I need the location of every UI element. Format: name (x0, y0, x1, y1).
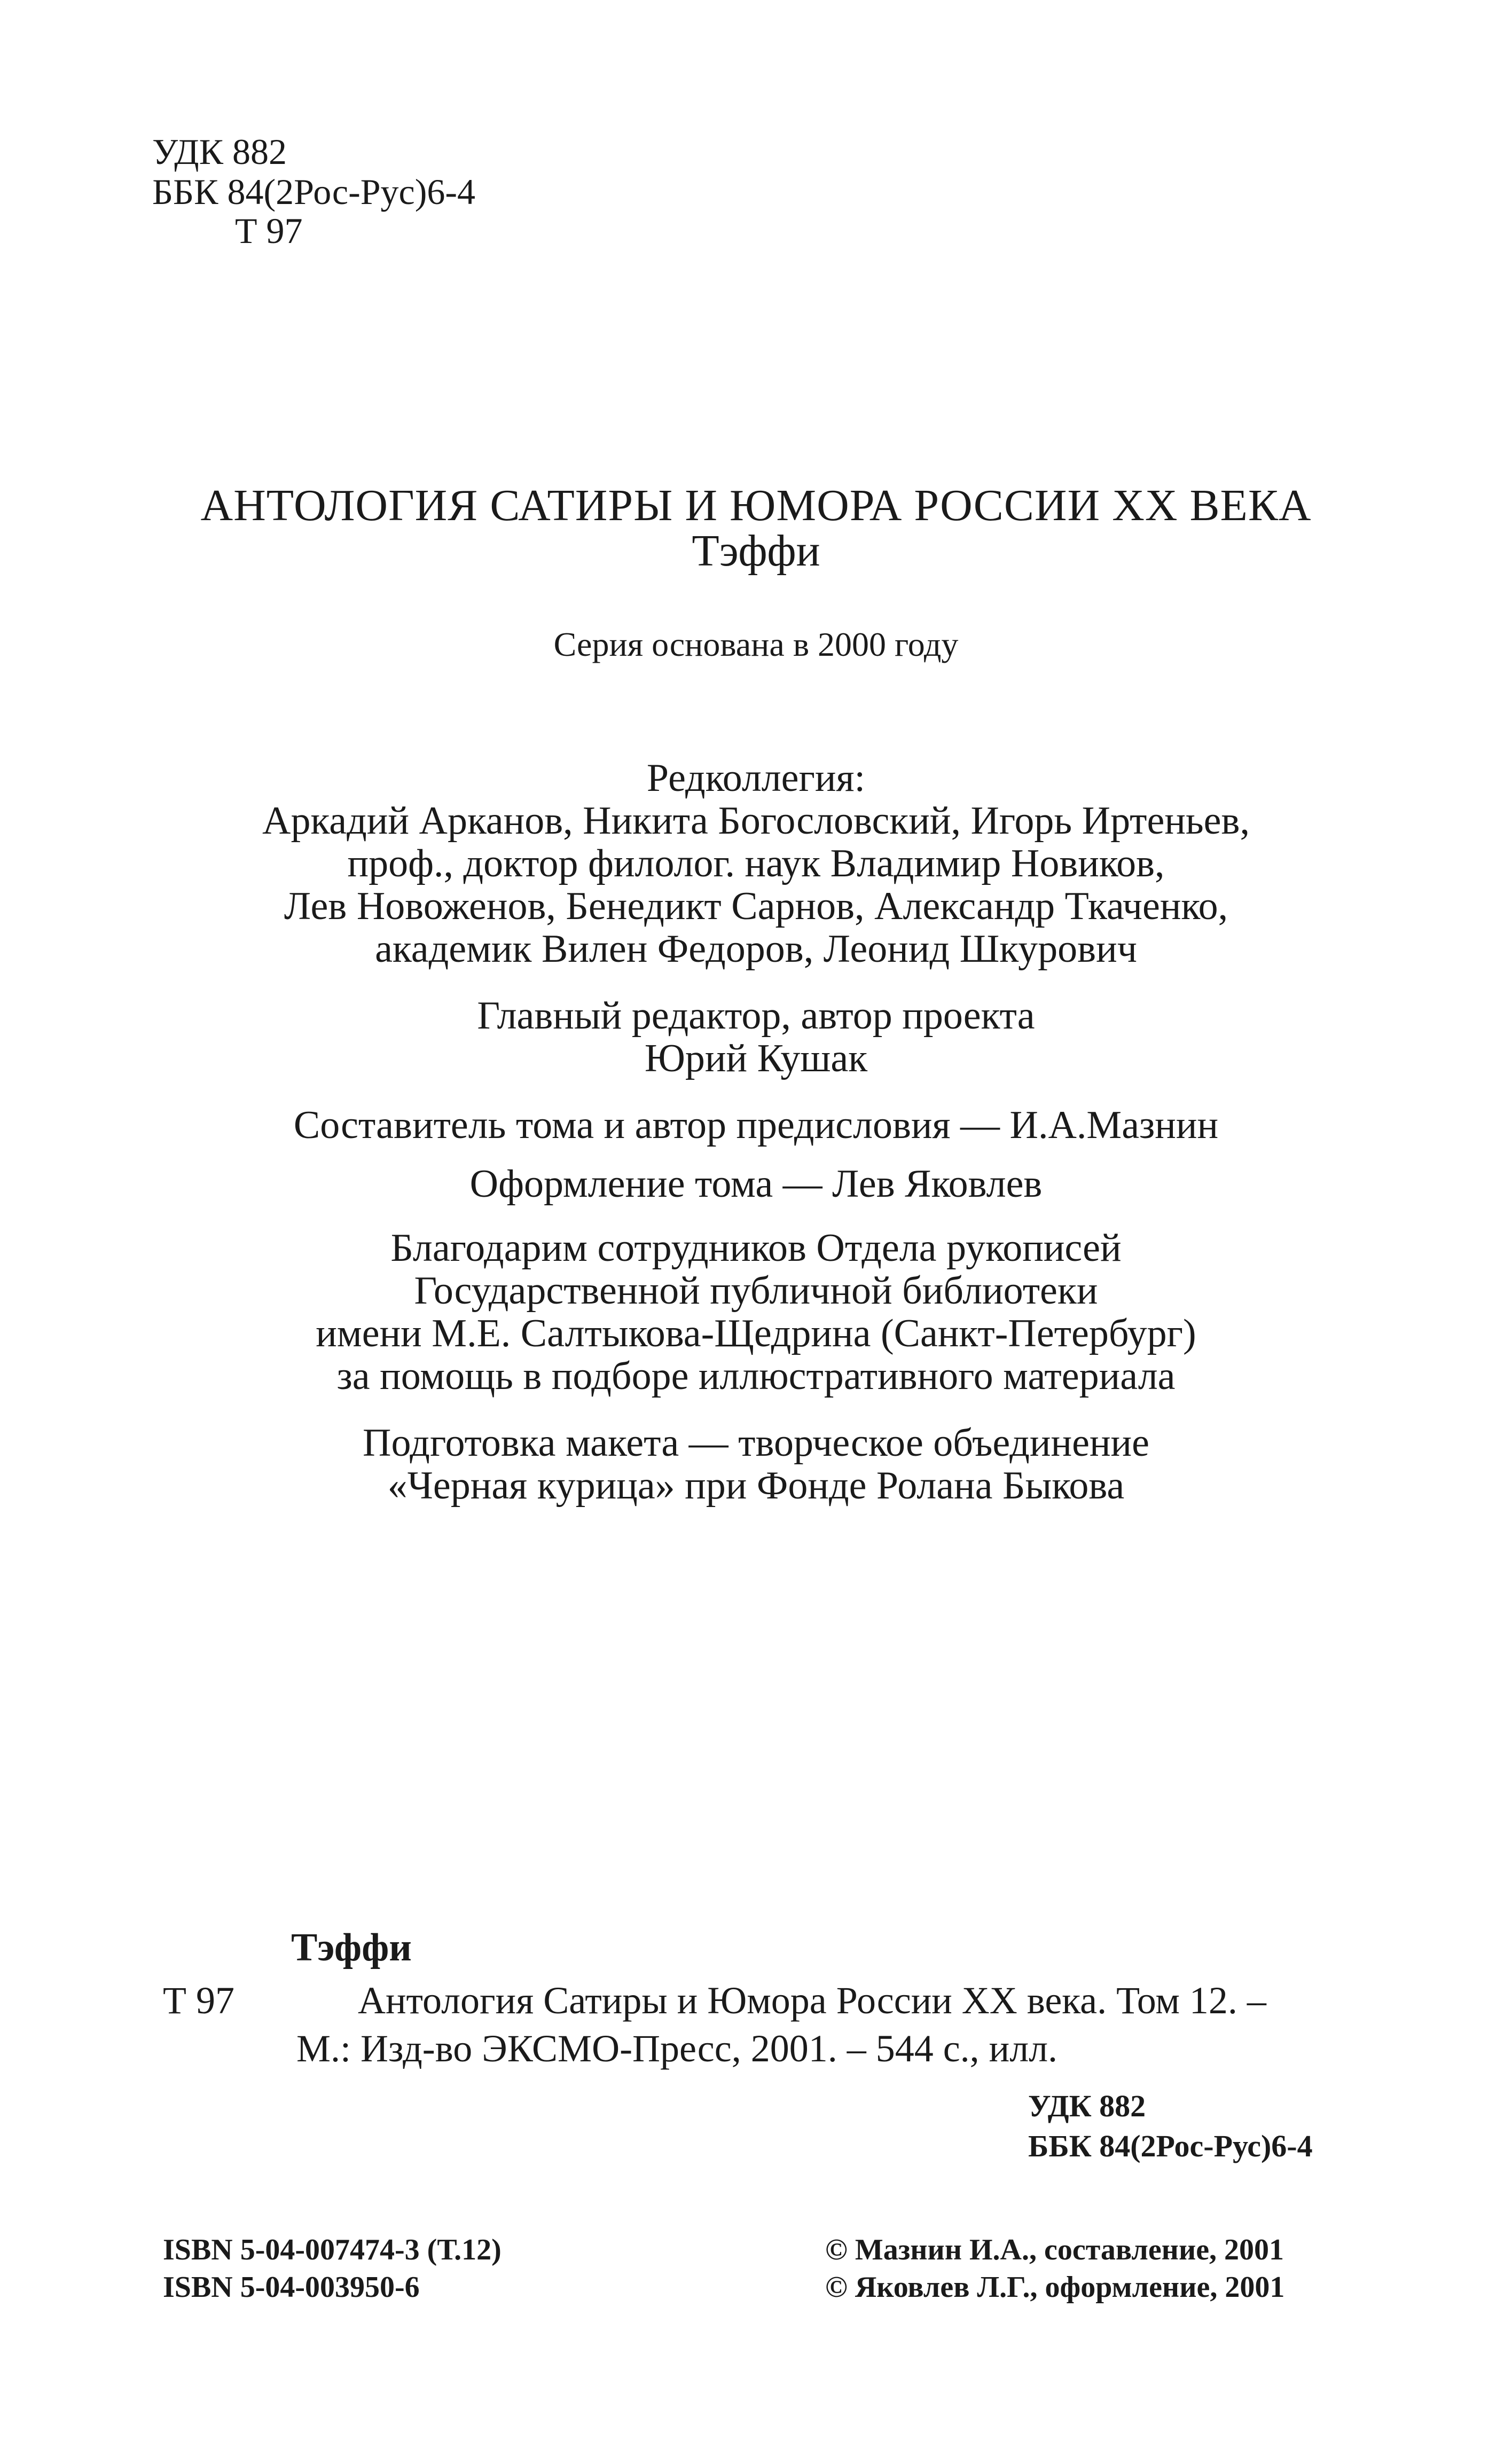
card-description-line: М.: Изд-во ЭКСМО-Пресс, 2001. – 544 с., илл. (296, 2027, 1058, 2070)
editorial-board-line: Аркадий Арканов, Никита Богословский, Игорь Иртеньев, (262, 799, 1250, 843)
acknowledgement-line: за помощь в подборе иллюстративного материала (336, 1354, 1176, 1398)
bbk-code-bottom: ББК 84(2Рос-Рус)6-4 (1028, 2129, 1313, 2163)
acknowledgement-line: имени М.Е. Салтыкова-Щедрина (Санкт-Петербург) (316, 1312, 1196, 1355)
editorial-board-line: академик Вилен Федоров, Леонид Шкурович (375, 927, 1137, 971)
card-description-line: Антология Сатиры и Юмора России XX века. Том 12. – (358, 1979, 1266, 2022)
bbk-code-top: ББК 84(2Рос-Рус)6-4 (152, 171, 476, 212)
copyright-line: © Мазнин И.А., составление, 2001 (825, 2233, 1284, 2266)
udk-code-top: УДК 882 (152, 131, 287, 172)
author-mark-top: Т 97 (235, 210, 303, 251)
chief-editor-name: Юрий Кушак (644, 1037, 868, 1080)
editorial-board-heading: Редколлегия: (646, 756, 866, 800)
copyright-line: © Яковлев Л.Г., оформление, 2001 (825, 2271, 1285, 2304)
acknowledgement-line: Благодарим сотрудников Отдела рукописей (390, 1226, 1122, 1270)
chief-editor-heading: Главный редактор, автор проекта (477, 994, 1035, 1038)
editorial-board-line: проф., доктор филолог. наук Владимир Новиков, (347, 842, 1165, 885)
design-credit: Оформление тома — Лев Яковлев (469, 1162, 1043, 1206)
layout-preparation-line: Подготовка макета — творческое объединение (363, 1421, 1149, 1465)
series-founded-note: Серия основана в 2000 году (553, 625, 959, 663)
isbn-line: ISBN 5-04-007474-3 (Т.12) (163, 2233, 502, 2266)
udk-code-bottom: УДК 882 (1028, 2089, 1146, 2123)
card-author: Тэффи (291, 1926, 412, 1969)
series-title: АНТОЛОГИЯ САТИРЫ И ЮМОРА РОССИИ XX ВЕКА (200, 481, 1312, 530)
compiler-credit: Составитель тома и автор предисловия — И.А.Мазнин (293, 1103, 1219, 1147)
acknowledgement-line: Государственной публичной библиотеки (414, 1269, 1098, 1313)
editorial-board-line: Лев Новоженов, Бенедикт Сарнов, Александр Ткаченко, (284, 884, 1228, 928)
layout-preparation-line: «Черная курица» при Фонде Ролана Быкова (387, 1464, 1125, 1508)
card-author-mark: Т 97 (163, 1979, 234, 2022)
author-name: Тэффи (692, 526, 820, 576)
isbn-line: ISBN 5-04-003950-6 (163, 2271, 420, 2304)
